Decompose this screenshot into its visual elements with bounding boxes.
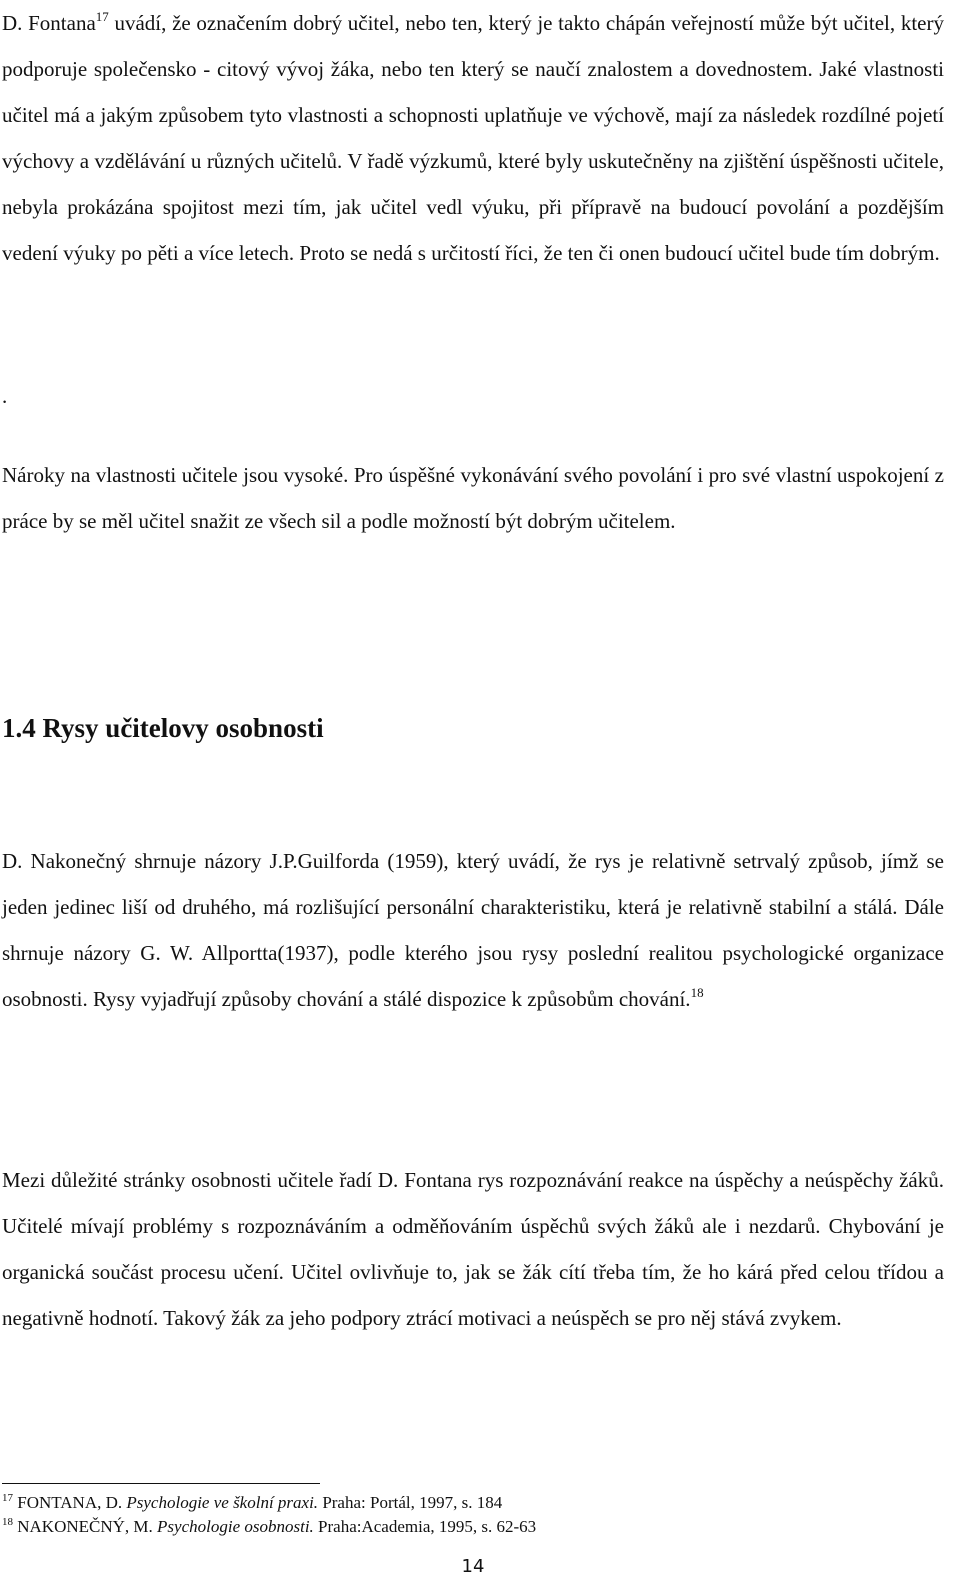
footnote-author: FONTANA, D. bbox=[17, 1493, 123, 1512]
footnote-18 bbox=[2, 1515, 902, 1539]
footnote-ref-18[interactable]: 18 bbox=[690, 985, 704, 1000]
footnote-number: 17 bbox=[2, 1492, 13, 1504]
footnote-publisher: Praha: Portál, 1997, s. 184 bbox=[322, 1493, 503, 1512]
section-heading: 1.4 Rysy učitelovy osobnosti bbox=[2, 713, 324, 743]
paragraph-body: uvádí, že označením dobrý učitel, nebo ten, který je takto chápán veřejností může být učitel, který podporuje společensko - citový vývoj žáka, nebo ten který se naučí znalostem a dovednostem. Jaké vlastnosti učitel má a jakým způsobem tyto vlastnosti a schopnosti uplatňuje ve výchově, mají za následek rozdílné pojetí výchovy a vzdělávání u různých učitelů. V řadě výzkumů, které byly uskutečněny na zjištění úspěšnosti učitele, nebyla prokázána spojitost mezi tím, jak učitel vedl výuku, při přípravě na budoucí povolání a pozdějším vedení výuky po pěti a více letech. Proto se nedá s určitostí říci, že ten či onen budoucí učitel bude tím dobrým. bbox=[2, 11, 944, 265]
paragraph-success-recognition: Mezi důležité stránky osobnosti učitele řadí D. Fontana rys rozpoznávání reakce na úspěchy a neúspěchy žáků. Učitelé mívají problémy s rozpoznáváním a odměňováním úspěchů svých žáků ale i nezdarů. Chybování je organická součást procesu učení. Učitel ovlivňuje to, jak se žák cítí třeba tím, že ho kárá před celou třídou a negativně hodnotí. Takový žák za jeho podpory ztrácí motivaci a neúspěch se pro něj stává zvykem. bbox=[2, 1168, 944, 1330]
paragraph-fontana-good-teacher bbox=[2, 0, 944, 276]
paragraph-body: D. Nakonečný shrnuje názory J.P.Guilforda (1959), který uvádí, že rys je relativně setrvalý způsob, jímž se jeden jedinec liší od druhého, má rozlišující personální charakteristiku, která je relativně stabilní a stálá. Dále shrnuje názory G. W. Allportta(1937), podle kterého jsou rysy poslední realitou psychologické organizace osobnosti. Rysy vyjadřují způsoby chování a stálé dispozice k způsobům chování. bbox=[2, 849, 944, 1011]
paragraph-traits-definition bbox=[2, 838, 944, 1022]
paragraph-teacher-requirements: Nároky na vlastnosti učitele jsou vysoké. Pro úspěšné vykonávání svého povolání i pro své vlastní uspokojení z práce by se měl učitel snažit ze všech sil a podle možností být dobrým učitelem. bbox=[2, 463, 944, 533]
footnote-number: 18 bbox=[2, 1516, 13, 1528]
footnote-title: Psychologie ve školní praxi. bbox=[126, 1493, 319, 1512]
footnote-17 bbox=[2, 1491, 902, 1515]
page-number: 14 bbox=[461, 1556, 485, 1577]
footnote-author: NAKONEČNÝ, M. bbox=[17, 1517, 153, 1536]
paragraph-lead: D. Fontana bbox=[2, 11, 96, 35]
footnote-ref-17[interactable]: 17 bbox=[95, 9, 109, 24]
footnote-publisher: Praha:Academia, 1995, s. 62-63 bbox=[318, 1517, 537, 1536]
separator-dot: . bbox=[2, 384, 8, 408]
footnote-title: Psychologie osobnosti. bbox=[157, 1517, 314, 1536]
footnote-divider bbox=[2, 1483, 320, 1484]
